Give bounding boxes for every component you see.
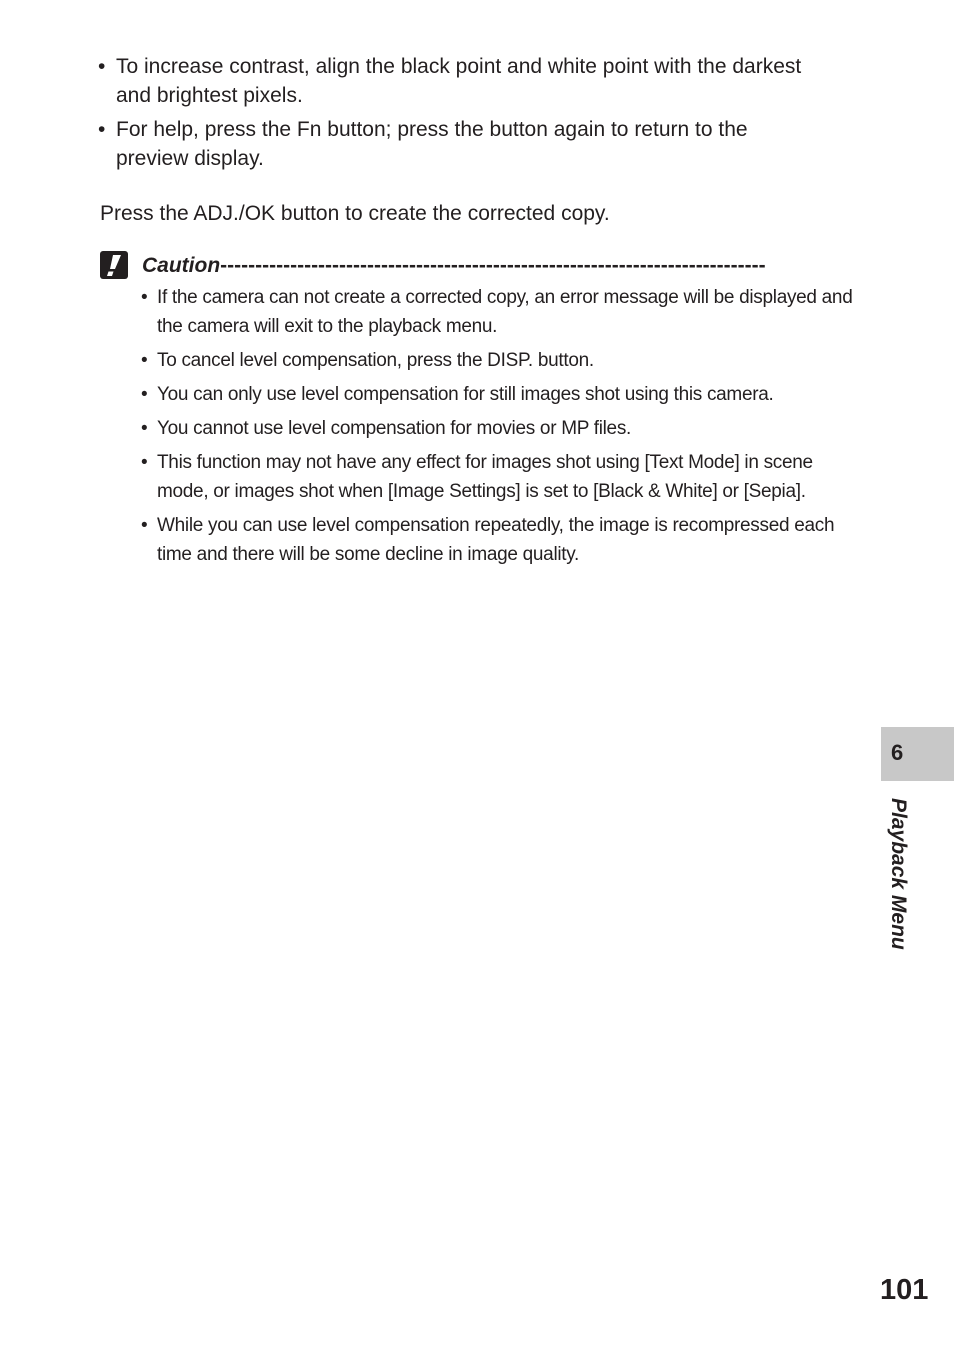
chapter-label: Playback Menu (887, 798, 910, 950)
instruction-bullet-text: For help, press the Fn button; press the button again to return to the preview display. (116, 118, 748, 170)
instruction-bullet-list (98, 52, 818, 178)
bullet-marker: • (141, 384, 148, 405)
caution-bullet (140, 283, 860, 341)
bullet-marker: • (141, 287, 148, 308)
caution-bullet-text: To cancel level compensation, press the DISP. button. (157, 350, 594, 371)
step-instruction: Press the ADJ./OK button to create the corrected copy. (100, 202, 610, 225)
bullet-marker: • (98, 55, 106, 78)
caution-bullet-text: This function may not have any effect for images shot using [Text Mode] in scene mode, or images shot when [Image Settings] is set to [Black & White] or [Sepia]. (157, 452, 813, 502)
caution-bullet (140, 414, 860, 443)
caution-bullet (140, 448, 860, 506)
bullet-marker: • (141, 452, 148, 473)
caution-bullet-list (140, 283, 860, 574)
bullet-marker: • (141, 515, 148, 536)
caution-bullet (140, 346, 860, 375)
caution-bullet-text: You can only use level compensation for still images shot using this camera. (157, 384, 774, 405)
chapter-number: 6 (891, 740, 904, 765)
caution-title: Caution (142, 253, 221, 277)
caution-bullet (140, 511, 860, 569)
caution-icon (100, 251, 128, 279)
instruction-bullet (98, 115, 818, 173)
chapter-tab (881, 727, 954, 781)
caution-bullet (140, 380, 860, 409)
page-number: 101 (880, 1274, 929, 1306)
bullet-marker: • (141, 418, 148, 439)
caution-bullet-text: While you can use level compensation repeatedly, the image is recompressed each time and there will be some decline in image quality. (157, 515, 835, 565)
caution-divider: ------------------------------------------------------------------------------ (220, 253, 766, 277)
instruction-bullet (98, 52, 818, 110)
bullet-marker: • (98, 118, 106, 141)
caution-bullet-text: If the camera can not create a corrected copy, an error message will be displayed and the camera will exit to the playback menu. (157, 287, 853, 337)
caution-bullet-text: You cannot use level compensation for movies or MP files. (157, 418, 631, 439)
bullet-marker: • (141, 350, 148, 371)
caution-header (100, 249, 856, 281)
instruction-bullet-text: To increase contrast, align the black point and white point with the darkest and brightest pixels. (116, 55, 802, 107)
